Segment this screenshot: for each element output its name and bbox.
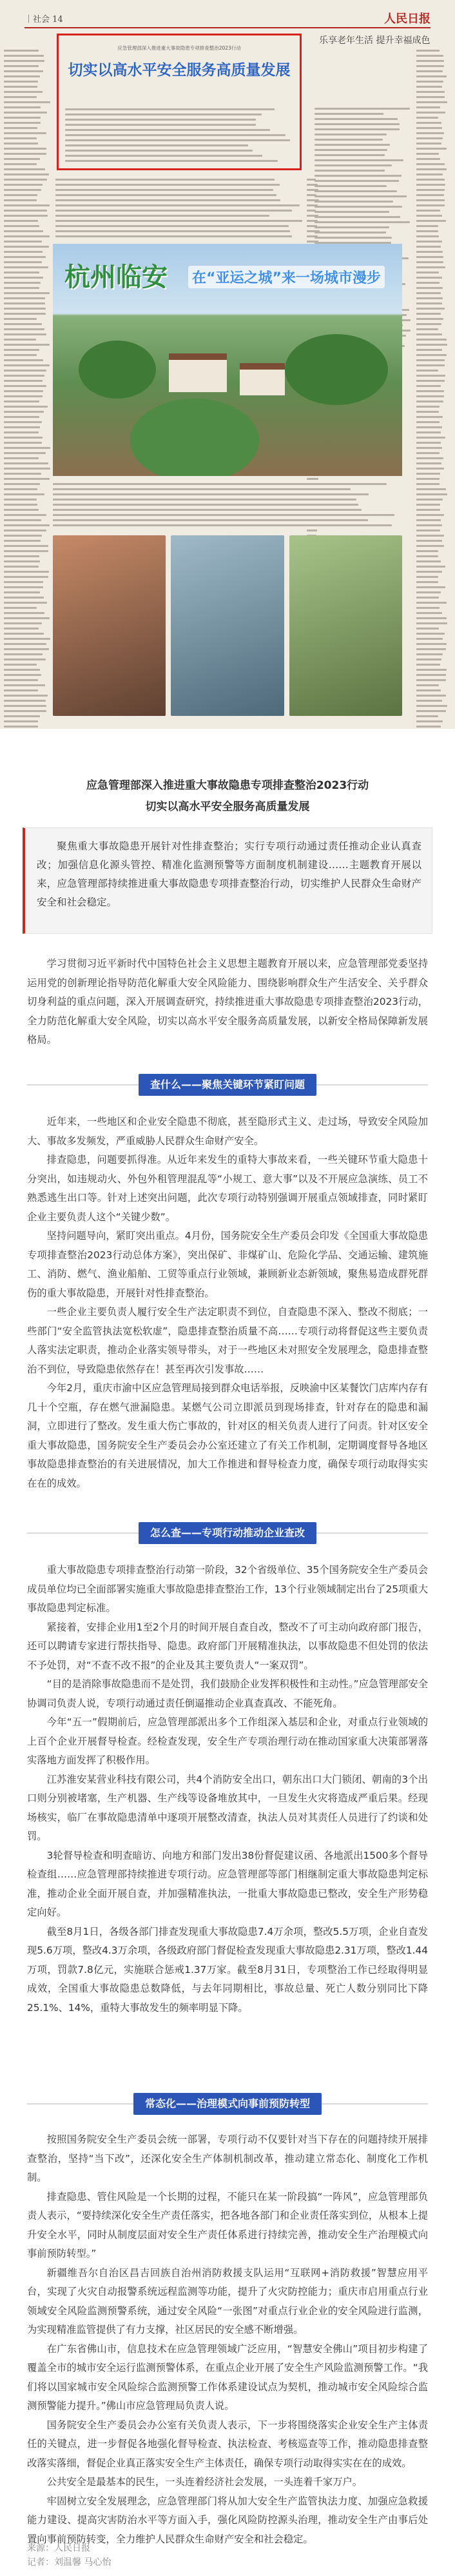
article-intro: [27, 955, 428, 1050]
article-source: 来源：人民日报: [27, 2543, 90, 2553]
section-1-title: 查什么——聚焦关键环节紧盯问题: [139, 1074, 316, 1096]
section-1-header: [0, 1074, 455, 1096]
paragraph: 公共安全是最基本的民生，一头连着经济社会发展，一头连着千家万户。: [46, 2476, 363, 2488]
section-3-header: [0, 2093, 455, 2115]
article-title-line2: 切实以高水平安全服务高质量发展: [145, 800, 310, 813]
paragraph: 坚持问题导向，紧盯突出重点。4月份，国务院安全生产委员会印发《全国重大事故隐患专项排查整治2023行动总体方案》，突出保矿、非煤矿山、危险化学品、交通运输、建筑施工、消防、燃气、渔业船舶、工贸等重点行业领域，兼顾新业态新领域，聚焦易造成群死群伤的重大事故隐患，开展针对性排查整治。: [27, 1230, 428, 1299]
paragraph: 一些企业主要负责人履行安全生产法定职责不到位，自查隐患不深入、整改不彻底；一些部门“安全监管执法宽松软虚”，隐患排查整治质量不高……专项行动将督促这些主要负责人落实法定职责，推动企业落实领导带头，对于一些地区未对照安全发展理念，隐患排查整治不到位，导致隐患依然存在！甚至再次引发事故……: [27, 1306, 428, 1375]
newspaper-photo: [53, 244, 402, 476]
article-editor: 记者：刘温馨 马心怡: [27, 2557, 111, 2568]
newspaper-masthead: [24, 9, 431, 28]
photo-caption-text: [53, 480, 402, 526]
paragraph: 今年2月，重庆市渝中区应急管理局接到群众电话举报，反映渝中区某餐饮门店库内存有几十个空瓶，存在燃气泄漏隐患。某燃气公司立即派员到现场排查，针对存在的隐患和漏洞，立即进行了整改。发生重大伤亡事故的，针对区的相关负责人进行了问责。针对区安全重大事故隐患，国务院安全生产委员会办公室还建立了有关工作机制，定期调度督导各地区事故隐患排查整治的有关进展情况，加大工作推进和督导检查力度，确保专项行动取得实实在在的成效。: [27, 1382, 428, 1489]
article-lead: 聚焦重大事故隐患开展针对性排查整治；实行专项行动通过责任推动企业认真查改；加强信息化源头管控、精准化监测预警等方面制度机制建设……主题教育开展以来，应急管理部持续推进重大事故隐患专项排查整治行动，切实维护人民群众生命财产安全和社会稳定。: [37, 840, 421, 908]
article-lead-box: [23, 827, 432, 934]
paragraph: 江苏淮安某营业科技有限公司，共4个消防安全出口，朝东出口大门锁闭、朝南的3个出口则分别被堵塞，生产机器、生产线等设备堆放其中，一旦发生火灾将造成严重后果。经现场核实，临厂在事故隐患清单中逐项开展整改清查，执法人员对其责任人员进行了约谈和处罚。: [27, 1773, 428, 1842]
highlighted-headline-box: [57, 34, 302, 170]
paragraph: 牢固树立安全发展理念，应急管理部门将从加大安全生产监管执法力度、加强应急救援能力建设、提高灾害防治水平等方面入手，强化风险防控源头治理，推动安全生产由事后处置向事前预防转变，全力维护人民群众生命财产安全和社会稳定。: [27, 2495, 428, 2545]
photo-subtitle: 在“亚运之城”来一场城市漫步: [188, 266, 385, 288]
paragraph: 排查隐患、管住风险是一个长期的过程，不能只在某一阶段搞“一阵风”，应急管理部负责人表示，“要持续深化安全生产责任落实，把各地各部门和企业责任落实到位，从根本上提升安全水平，同时从制度层面对安全生产责任体系进行持续完善，推动安全生产治理模式向事前预防转型。”: [27, 2190, 428, 2259]
section-1-body: [27, 1113, 428, 1493]
newspaper-column-lines: [4, 46, 50, 729]
section-2-title: 怎么查——专项行动推动企业查改: [139, 1522, 316, 1544]
paragraph: 今年“五一”假期前后，应急管理部派出多个工作组深入基层和企业，对重点行业领域的上百个企业开展督导检查。经检查发现，安全生产专项治理行动在推动国家重大决策部署落实落地方面发挥了积极作用。: [27, 1716, 428, 1766]
paragraph: 紧接着，安排企业用1至2个月的时间开展自查自改，整改不了可主动向政府部门报告，还可以聘请专家进行帮扶指导、隐患。政府部门开展精准执法，以事故隐患不但处罚的依法不予处罚，对“不查不改不报”的企业及其主要负责人“一案双罚”。: [27, 1621, 428, 1671]
paragraph: 国务院安全生产委员会办公室有关负责人表示，下一步将围绕落实企业安全生产主体责任的关键点，进一步督促各地强化督导检查、执法检查、考核巡查等工作，推动隐患排查整改落实落细，督促企业真正落实安全生产主体责任，确保专项行动取得实实在在的成效。: [27, 2419, 428, 2469]
newspaper-lower-photos: [53, 535, 402, 716]
paragraph: 截至8月1日，各级各部门排查发现重大事故隐患7.4万余项，整改5.5万项，企业自查发现5.6万项，整改4.3万余项，各级政府部门督促检查发现重大事故隐患2.31万项，整改1.44万项，罚款7.8亿元，实施联合惩戒1.37万家。截至8月31日，专项整治工作已经取得明显成效，全国重大事故隐患总数降低，与去年同期相比，事故总量、死亡人数分别同比下降25.1%、14%，重特大事故发生的频率明显下降。: [27, 1925, 428, 2014]
section-2-body: [27, 1561, 428, 2017]
section-2-header: [0, 1522, 455, 1544]
paragraph: 近年来，一些地区和企业安全隐患不彻底，甚至隐形式主义、走过场，导致安全风险加大、事故多发频发，严重威胁人民群众生命财产安全。: [27, 1116, 428, 1147]
section-3-title: 常态化——治理模式向事前预防转型: [133, 2093, 322, 2115]
newspaper-body-lines: [55, 175, 307, 237]
paragraph: “目的是消除事故隐患而不是处罚，我们鼓励企业发挥积极性和主动性。”应急管理部安全协调司负责人说，专项行动通过责任倒逼推动企业真查真改、不能死角。: [27, 1678, 428, 1709]
photo-title: 杭州临安: [64, 262, 168, 292]
newspaper-column-lines: [416, 46, 447, 729]
newspaper-side-title: 乐享老年生活 提升幸福成色: [319, 35, 431, 46]
masthead-logo: 人民日报: [384, 12, 431, 26]
newspaper-page-image: [0, 0, 455, 729]
newspaper-kicker: 应急管理部深入推进重大事故隐患专项排查整治2023行动: [117, 45, 241, 51]
paragraph: 新疆维吾尔自治区昌吉回族自治州消防救援支队运用“互联网+消防救援”智慧应用平台，实现了火灾自动报警系统远程监测等功能，提升了火灾防控能力；重庆市启用重点行业领域安全风险监测预警系统，通过安全风险“一张图”对重点行业企业的安全风险进行监测，为实现精准监管提供了有力支撑，社区居民的安全感不断增强。: [27, 2266, 428, 2335]
article-title-line1: 应急管理部深入推进重大事故隐患专项排查整治2023行动: [86, 779, 369, 792]
section-3-body: [27, 2130, 428, 2549]
masthead-section: ｜社会 14: [24, 14, 63, 25]
paragraph: 按照国务院安全生产委员会统一部署，专项行动不仅要针对当下存在的问题持续开展排查整治，坚持“当下改”，还深化安全生产体制机制改革，推动建立常态化、制度化工作机制。: [27, 2134, 428, 2183]
paragraph: 排查隐患，问题要抓得准。从近年来发生的重特大事故来看，一些关键环节重大隐患十分突出，如违规动火、外包外租管理混乱等“小规工、意大事”以及不开展应急演练、员工不熟悉逃生出口等。针对上述突出问题，此次专项行动特别强调开展重点领域排查，同时紧盯企业主要负责人这个“关键少数”。: [27, 1154, 428, 1223]
intro-paragraph: 学习贯彻习近平新时代中国特色社会主义思想主题教育开展以来，应急管理部党委坚持运用党的创新理论指导防范化解重大安全风险能力、围绕影响群众生产生活安全、关乎群众切身利益的重点问题，深入开展调查研究，持续推进重大事故隐患专项排查整治2023行动，全力防范化解重大安全风险，切实以高水平安全服务高质量发展，以新安全格局保障新发展格局。: [27, 958, 428, 1045]
paragraph: 3轮督导检查和明查暗访、向地方和部门发出38份督促建议函、各地派出1500多个督导检查组……应急管理部持续推进专项行动。应急管理部等部门相继制定重大事故隐患判定标准，推动企业全面开展自查，并加强精准执法，一批重大事故隐患已整改，安全生产形势稳定向好。: [27, 1849, 428, 1918]
paragraph: 在广东省佛山市，信息技术在应急管理领域广泛应用，“智慧安全佛山”项目初步构建了覆盖全市的城市安全运行监测预警体系，在重点企业开展了安全生产风险监测预警工作。“我们将以国家城市安全风险综合监测预警工作体系建设试点为契机，推动城市安全风险综合监测预警能力提升。”佛山市应急管理局负责人说。: [27, 2343, 428, 2412]
newspaper-headline: 切实以高水平安全服务高质量发展: [68, 61, 291, 79]
paragraph: 重大事故隐患专项排查整治行动第一阶段，32个省级单位、35个国务院安全生产委员会成员单位均已全面部署实施重大事故隐患排查整治工作，13个行业领域制定出台了25项重大事故隐患判定标准。: [27, 1564, 428, 1614]
